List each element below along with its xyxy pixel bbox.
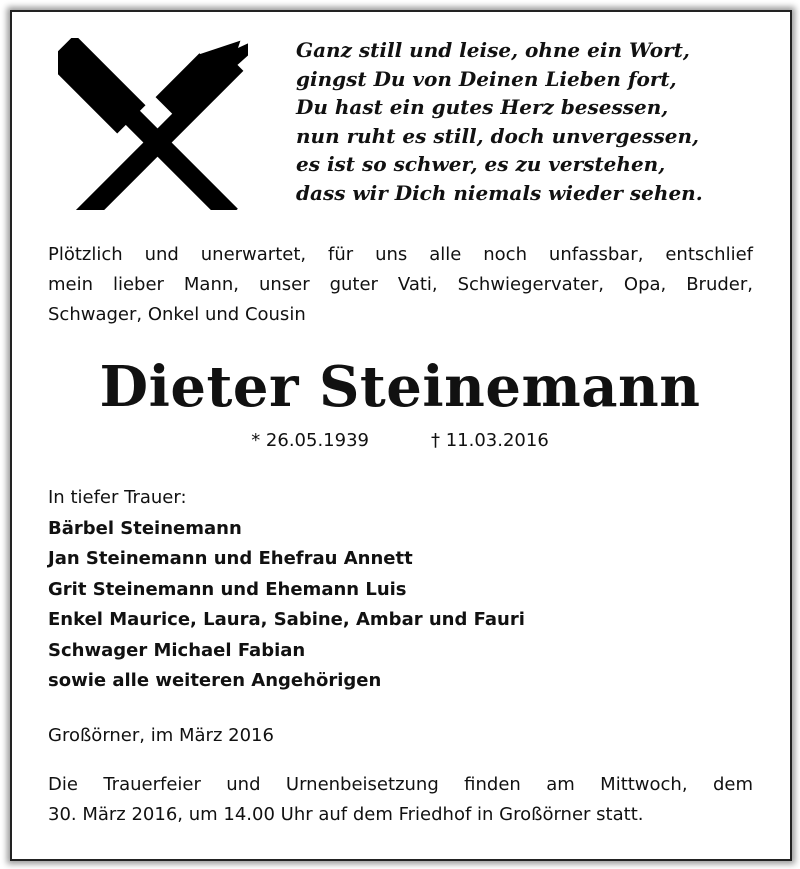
birth-date: * 26.05.1939 xyxy=(251,430,369,451)
death-announcement xyxy=(48,240,753,330)
funeral-line: 30. März 2016, um 14.00 Uhr auf dem Friedhof in Großörner statt. xyxy=(48,804,644,825)
mourner-name: Schwager Michael Fabian xyxy=(48,639,306,661)
life-dates xyxy=(0,427,800,455)
funeral-line: Die Trauerfeier und Urnenbeisetzung finden am Mittwoch, dem xyxy=(48,774,753,795)
announcement-line: mein lieber Mann, unser guter Vati, Schwiegervater, Opa, Bruder, xyxy=(48,274,753,295)
mourner-name: Enkel Maurice, Laura, Sabine, Ambar und Fauri xyxy=(48,609,525,630)
mourner-name: Grit Steinemann und Ehemann Luis xyxy=(48,578,407,600)
poem-line: gingst Du von Deinen Lieben fort, xyxy=(296,66,677,91)
funeral-notice xyxy=(48,770,753,830)
poem-line: dass wir Dich niemals wieder sehen. xyxy=(296,180,703,205)
place-date: Großörner, im März 2016 xyxy=(48,725,274,746)
announcement-line: Plötzlich und unerwartet, für uns alle noch unfassbar, entschlief xyxy=(48,244,753,265)
poem-line: Ganz still und leise, ohne ein Wort, xyxy=(296,38,690,62)
poem-line: es ist so schwer, es zu verstehen, xyxy=(296,152,666,177)
mourner-name: Bärbel Steinemann xyxy=(48,517,242,539)
death-date: † 11.03.2016 xyxy=(431,430,549,451)
poem-line: nun ruht es still, doch unvergessen, xyxy=(296,123,699,148)
mourners-section xyxy=(48,483,753,697)
memorial-poem xyxy=(296,36,766,208)
mourner-name: Jan Steinemann und Ehefrau Annett xyxy=(48,548,413,569)
crossed-hammers-icon xyxy=(58,38,248,210)
poem-line: Du hast ein gutes Herz besessen, xyxy=(296,95,669,120)
mourning-heading: In tiefer Trauer: xyxy=(48,487,187,508)
deceased-name: Dieter Steinemann xyxy=(99,354,701,420)
mourner-name: sowie alle weiteren Angehörigen xyxy=(48,670,382,691)
announcement-line: Schwager, Onkel und Cousin xyxy=(48,304,306,325)
